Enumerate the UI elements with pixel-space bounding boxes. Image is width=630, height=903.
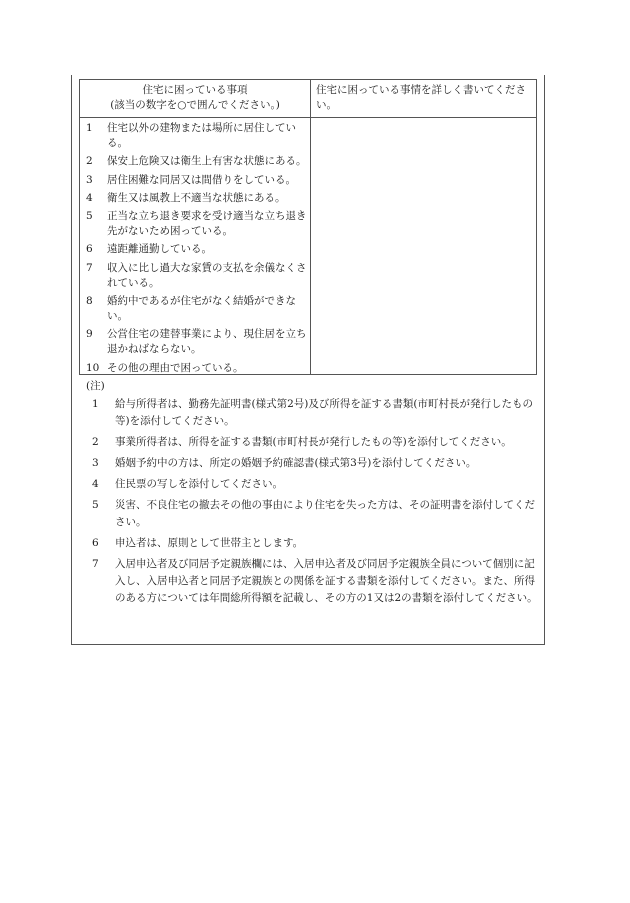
housing-trouble-table [79, 79, 537, 375]
trouble-item-number: 10 [86, 361, 100, 374]
note-number: 4 [92, 478, 99, 490]
trouble-item-text: 公営住宅の建替事業により、現住居を立ち退かねばならない。 [107, 328, 307, 356]
note-text: 災害、不良住宅の撤去その他の事由により住宅を失った方は、その証明書を添付してください。 [115, 499, 535, 528]
trouble-item-number: 1 [86, 122, 93, 134]
note-text: 給与所得者は、勤務先証明書(様式第2号)及び所得を証する書類(市町村長が発行したもの等)を添付してください。 [115, 398, 533, 427]
trouble-item-text: 収入に比し過大な家賃の支払を余儀なくされている。 [107, 261, 307, 289]
trouble-item [86, 209, 308, 239]
note-text: 事業所得者は、所得を証する書類(市町村長が発行したもの等)を添付してください。 [115, 436, 512, 448]
note-number: 1 [92, 398, 99, 410]
trouble-item-number: 2 [86, 155, 93, 168]
trouble-item-number: 3 [86, 173, 93, 186]
note-item [92, 556, 542, 607]
trouble-item-number: 9 [86, 328, 93, 341]
trouble-item-text: 婚約中であるが住宅がなく結婚ができない。 [107, 295, 296, 323]
header-trouble-items-title: 住宅に困っている事項 [142, 84, 248, 96]
notes-list [92, 396, 542, 611]
trouble-item-number: 5 [86, 210, 93, 223]
trouble-item [86, 294, 308, 324]
trouble-item-text: 衛生又は風教上不適当な状態にある。 [107, 191, 286, 204]
note-item [92, 497, 542, 531]
trouble-item-text: 正当な立ち退き要求を受け適当な立ち退き先がないため困っている。 [107, 210, 307, 238]
header-trouble-items [80, 83, 310, 113]
trouble-item-text: 住宅以外の建物または場所に居住している。 [107, 122, 296, 149]
note-item [92, 434, 542, 451]
note-number: 3 [92, 457, 99, 469]
note-number: 6 [92, 537, 99, 549]
trouble-item [86, 121, 308, 151]
header-trouble-items-instruction: (該当の数字を○で囲んでください。) [110, 99, 280, 111]
trouble-items-list [86, 121, 308, 379]
trouble-item-text: 保安上危険又は衛生上有害な状態にある。 [107, 155, 307, 168]
trouble-item-number: 7 [86, 261, 93, 274]
note-item [92, 396, 542, 430]
trouble-item [86, 173, 308, 188]
note-number: 5 [92, 499, 99, 511]
trouble-item-number: 8 [86, 295, 93, 308]
note-number: 7 [92, 558, 99, 570]
trouble-item-number: 6 [86, 243, 93, 256]
note-item [92, 455, 542, 472]
trouble-item-text: 遠距離通勤している。 [107, 243, 212, 256]
trouble-item [86, 327, 308, 357]
trouble-item-text: その他の理由で困っている。 [107, 361, 244, 374]
note-item [92, 535, 542, 552]
notes-title: (注) [86, 380, 105, 392]
trouble-item-number: 4 [86, 191, 93, 204]
note-text: 婚姻予約中の方は、所定の婚姻予約確認書(様式第3号)を添付してください。 [115, 457, 477, 469]
table-header-divider [80, 117, 536, 118]
trouble-item [86, 261, 308, 291]
trouble-item [86, 361, 308, 376]
table-column-divider [310, 80, 311, 374]
note-text: 住民票の写しを添付してください。 [115, 478, 283, 490]
trouble-item-text: 居住困難な同居又は間借りをしている。 [107, 173, 296, 186]
trouble-item [86, 242, 308, 257]
note-item [92, 476, 542, 493]
note-text: 入居申込者及び同居予定親族欄には、入居申込者及び同居予定親族全員について個別に記入し、入居申込者と同居予定親族との関係を証する書類を添付してください。また、所得のある方については年間総所得額を記載し、その方の1又は2の書類を添付してください。 [115, 558, 538, 604]
header-trouble-details: 住宅に困っている事情を詳しく書いてください。 [316, 84, 526, 111]
note-text: 申込者は、原則として世帯主とします。 [115, 537, 304, 549]
trouble-item [86, 191, 308, 206]
note-number: 2 [92, 436, 99, 448]
trouble-item [86, 154, 308, 169]
